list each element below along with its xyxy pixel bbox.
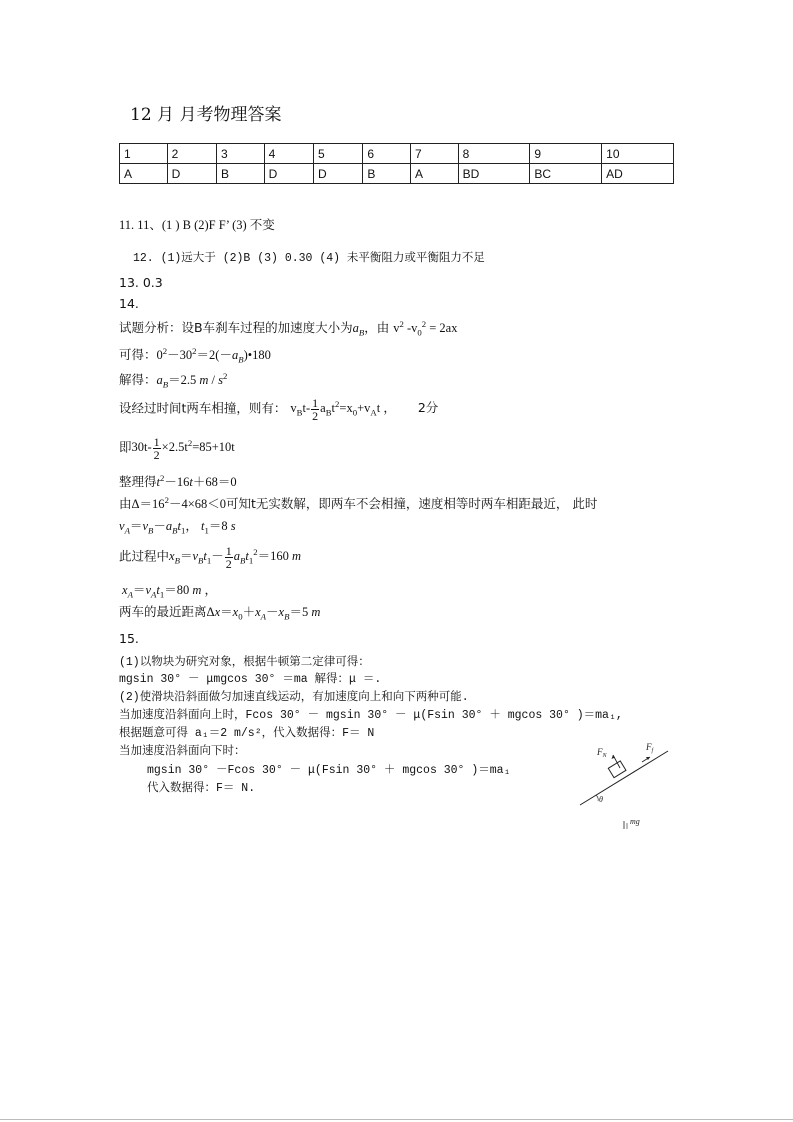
- q14-number: 14.: [119, 296, 139, 311]
- answer-cell: A: [120, 164, 168, 184]
- table-row: [120, 144, 674, 164]
- incline-diagram: [570, 735, 680, 835]
- answer-cell: B: [363, 164, 411, 184]
- q15-line-4: 当加速度沿斜面向上时，Fcos 30° － mgsin 30° － μ(Fsin 30° ＋ mgcos 30° )＝ma₁,: [119, 709, 623, 722]
- incline-line: [580, 751, 668, 805]
- answer-cell: D: [167, 164, 216, 184]
- q14-process-text: 此过程中: [119, 548, 170, 564]
- answer-cell: BC: [530, 164, 602, 184]
- q14-from-suffix: 可知t无实数解，即两车不会相撞，速度相等时两车相距最近， 此时: [226, 496, 598, 511]
- q14-analysis-text: 试题分析：设B车刹车过程的加速度大小为: [119, 320, 353, 335]
- q14-solve: 解得：$a_B=2.5$ m / $s^2$: [119, 370, 228, 390]
- answer-cell: D: [314, 164, 363, 184]
- q12-answer: 12. (1)远大于 (2)B (3) 0.30 (4) 未平衡阻力或平衡阻力不足: [133, 252, 485, 265]
- q14-process: 此过程中$x_B=v_Bt_1-$ $\frac{1}{2}$ $a_Bt_1^2=160$ m: [119, 544, 302, 571]
- ff-label: $F_f$: [646, 742, 654, 754]
- angle-arc: [596, 795, 598, 801]
- q14-from: 由$\Delta=16^2-4\times 68<0$可知t无实数解，即两车不会相撞，速度相等时两车相距最近， 此时: [119, 494, 598, 511]
- q14-min-dist-text: 两车的最近距离: [119, 604, 207, 619]
- mg-label: mg: [630, 817, 640, 826]
- q14-analysis-mid: ，由: [364, 320, 390, 335]
- answer-cell: B: [217, 164, 265, 184]
- q14-assume: 设经过时间t两车相撞，则有： $v_Bt-$ $\frac{1}{2}$ $a_Bt^2=x_0+v_At$ ， 2分: [119, 396, 439, 423]
- question-number-cell: 1: [120, 144, 168, 164]
- answer-cell: A: [411, 164, 459, 184]
- theta-label: θ: [599, 795, 603, 804]
- question-number-cell: 4: [264, 144, 313, 164]
- q14-ji: 即30t- $\frac{1}{2}$ $\times 2.5t^2=85+10t$: [119, 435, 235, 462]
- page-bottom-rule: [0, 1119, 793, 1120]
- q14-points: 2分: [417, 400, 439, 416]
- q14-xa: $x_A=v_At_1=80$ m ，: [122, 583, 218, 600]
- q14-solve-text: 解得：: [119, 372, 157, 387]
- question-number-cell: 7: [411, 144, 459, 164]
- q14-simplify: 整理得$t^2-16t+68=0$: [119, 472, 237, 489]
- q15-line-5: 根据题意可得 a₁＝2 m/s²，代入数据得：F＝ N: [119, 727, 375, 740]
- question-number-cell: 6: [363, 144, 411, 164]
- q14-min-dist: 两车的最近距离$\Delta x=x_0+x_A-x_B=5$ m: [119, 604, 321, 622]
- page-title: 12 月 月考物理答案: [130, 105, 282, 125]
- table-row: [120, 164, 674, 184]
- q14-analysis: 试题分析：设B车刹车过程的加速度大小为$a_B$，由 $v^2$ $-v_0^2 = 2ax$: [119, 318, 458, 338]
- q14-assume-text: 设经过时间t两车相撞，则有：: [119, 400, 287, 416]
- q11-answer: 11. 11、(1 ) B (2)F F’ (3) 不变: [119, 218, 275, 232]
- question-number-cell: 5: [314, 144, 363, 164]
- fn-label: $F_N$: [597, 747, 607, 759]
- q15-number: 15.: [119, 631, 139, 646]
- q15-line-2: mgsin 30° － μmgcos 30° ＝ma 解得：μ ＝.: [119, 673, 382, 686]
- q15-line-3: (2)使滑块沿斜面做匀加速直线运动，有加速度向上和向下两种可能.: [119, 691, 469, 704]
- q14-can-get: 可得：$0^2-30^2=2(-a_B)•180$: [119, 345, 271, 365]
- q15-line-7: mgsin 30° －Fcos 30° － μ(Fsin 30° ＋ mgcos 30° )＝ma₁: [147, 764, 511, 777]
- q14-velocity-eq: $v_A=v_B-a_Bt_1$， $t_1=8$ s: [119, 519, 236, 536]
- answer-cell: D: [264, 164, 313, 184]
- q14-can-get-text: 可得：: [119, 347, 157, 362]
- q13-answer: 13. 0.3: [119, 275, 163, 290]
- question-number-cell: 2: [167, 144, 216, 164]
- question-number-cell: 10: [602, 144, 674, 164]
- q14-ji-text: 即: [119, 439, 132, 455]
- q15-line-1: (1)以物块为研究对象，根据牛顿第二定律可得：: [119, 656, 370, 669]
- q15-line-6: 当加速度沿斜面向下时：: [119, 745, 246, 758]
- q14-from-prefix: 由: [119, 496, 132, 511]
- question-number-cell: 9: [530, 144, 602, 164]
- q15-line-8: 代入数据得：F＝ N.: [147, 782, 256, 795]
- answer-cell: AD: [602, 164, 674, 184]
- answer-table: [119, 143, 674, 184]
- question-number-cell: 8: [458, 144, 530, 164]
- q14-simplify-text: 整理得: [119, 474, 157, 489]
- answer-cell: BD: [458, 164, 530, 184]
- question-number-cell: 3: [217, 144, 265, 164]
